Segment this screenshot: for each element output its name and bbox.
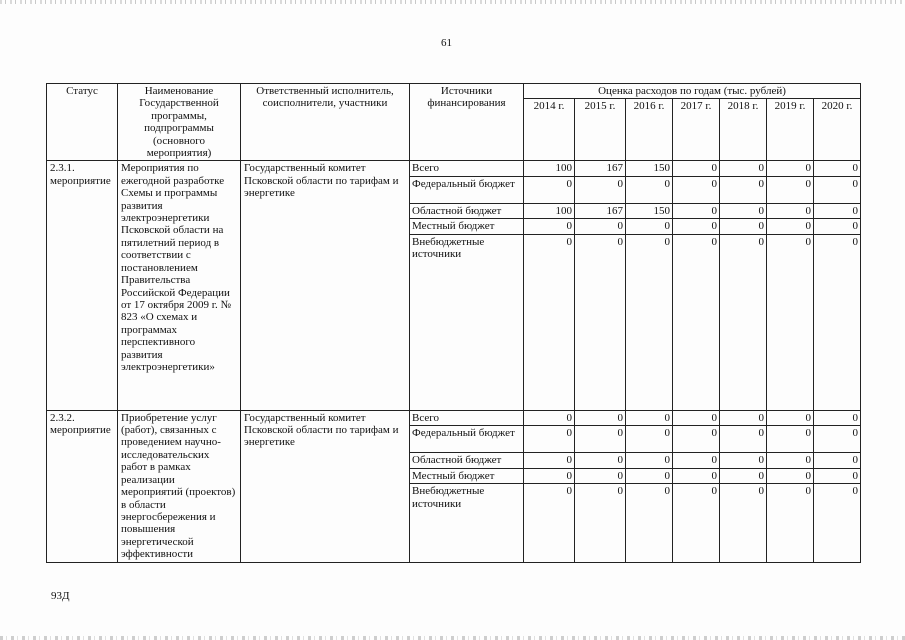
row-status: 2.3.1. мероприятие <box>47 161 118 410</box>
funding-value: 0 <box>673 468 720 483</box>
funding-value: 0 <box>720 234 767 410</box>
funding-value: 0 <box>626 410 673 425</box>
funding-value: 0 <box>814 426 861 453</box>
header-status: Статус <box>47 84 118 161</box>
funding-source: Местный бюджет <box>410 219 524 234</box>
header-estimate: Оценка расходов по годам (тыс. рублей) <box>524 84 861 99</box>
funding-value: 0 <box>814 219 861 234</box>
funding-value: 0 <box>767 484 814 562</box>
funding-value: 0 <box>524 219 575 234</box>
funding-value: 0 <box>814 234 861 410</box>
funding-value: 0 <box>767 426 814 453</box>
funding-value: 0 <box>720 484 767 562</box>
funding-value: 0 <box>626 219 673 234</box>
funding-value: 0 <box>720 176 767 203</box>
funding-value: 0 <box>673 234 720 410</box>
header-year: 2014 г. <box>524 99 575 161</box>
funding-value: 0 <box>767 176 814 203</box>
funding-value: 0 <box>673 426 720 453</box>
funding-value: 0 <box>524 176 575 203</box>
funding-value: 0 <box>626 176 673 203</box>
funding-value: 0 <box>673 161 720 176</box>
funding-value: 0 <box>575 453 626 468</box>
row-responsible: Государственный комитет Псковской области по тарифам и энергетике <box>241 161 410 410</box>
funding-value: 150 <box>626 161 673 176</box>
funding-source: Областной бюджет <box>410 453 524 468</box>
header-year: 2017 г. <box>673 99 720 161</box>
funding-value: 0 <box>626 234 673 410</box>
funding-value: 0 <box>814 203 861 218</box>
funding-value: 0 <box>524 234 575 410</box>
funding-source: Всего <box>410 410 524 425</box>
funding-value: 0 <box>720 426 767 453</box>
funding-value: 0 <box>814 484 861 562</box>
funding-value: 0 <box>767 219 814 234</box>
funding-value: 0 <box>720 410 767 425</box>
header-name: Наименование Государственной программы, подпрограммы (основного мероприятия) <box>118 84 241 161</box>
funding-value: 0 <box>524 484 575 562</box>
funding-value: 0 <box>720 468 767 483</box>
funding-value: 167 <box>575 161 626 176</box>
funding-source: Внебюджетные источники <box>410 234 524 410</box>
funding-value: 0 <box>626 468 673 483</box>
funding-value: 0 <box>767 161 814 176</box>
header-sources: Источники финансирования <box>410 84 524 161</box>
header-year: 2016 г. <box>626 99 673 161</box>
funding-value: 0 <box>720 453 767 468</box>
header-year: 2020 г. <box>814 99 861 161</box>
funding-value: 0 <box>575 176 626 203</box>
funding-value: 167 <box>575 203 626 218</box>
funding-value: 0 <box>626 484 673 562</box>
funding-value: 0 <box>673 219 720 234</box>
funding-value: 0 <box>814 161 861 176</box>
funding-value: 0 <box>673 453 720 468</box>
funding-source: Федеральный бюджет <box>410 426 524 453</box>
funding-value: 150 <box>626 203 673 218</box>
table-row <box>47 161 861 176</box>
funding-value: 100 <box>524 203 575 218</box>
funding-value: 0 <box>575 410 626 425</box>
footer-code: 93Д <box>51 590 70 602</box>
header-year: 2015 г. <box>575 99 626 161</box>
funding-value: 0 <box>524 410 575 425</box>
funding-value: 0 <box>673 410 720 425</box>
funding-value: 0 <box>626 426 673 453</box>
funding-value: 100 <box>524 161 575 176</box>
row-name: Мероприятия по ежегодной разработке Схемы и программы развития электроэнергетики Псковской области на пятилетний период в соответствии с постановлением Правительства Российской Федерации от 17 октября 2009 г. № 823 «О схемах и программах перспективного развития электроэнергетики» <box>118 161 241 410</box>
funding-value: 0 <box>524 453 575 468</box>
funding-value: 0 <box>814 453 861 468</box>
scan-top-edge <box>0 0 905 4</box>
row-responsible: Государственный комитет Псковской области по тарифам и энергетике <box>241 410 410 562</box>
funding-source: Федеральный бюджет <box>410 176 524 203</box>
funding-value: 0 <box>720 203 767 218</box>
header-year: 2019 г. <box>767 99 814 161</box>
budget-table <box>46 83 861 563</box>
table-row <box>47 410 861 425</box>
funding-source: Областной бюджет <box>410 203 524 218</box>
header-row <box>47 84 861 99</box>
funding-source: Местный бюджет <box>410 468 524 483</box>
funding-value: 0 <box>814 410 861 425</box>
funding-value: 0 <box>626 453 673 468</box>
funding-value: 0 <box>767 203 814 218</box>
row-name: Приобретение услуг (работ), связанных с проведением научно-исследовательских работ в рамках реализации мероприятий (проектов) в области энергосбережения и повышения энергетической эффективности <box>118 410 241 562</box>
funding-source: Внебюджетные источники <box>410 484 524 562</box>
page-number: 61 <box>441 37 452 49</box>
funding-value: 0 <box>767 234 814 410</box>
funding-value: 0 <box>720 219 767 234</box>
header-responsible: Ответственный исполнитель, соисполнители, участники <box>241 84 410 161</box>
row-status: 2.3.2. мероприятие <box>47 410 118 562</box>
funding-value: 0 <box>673 484 720 562</box>
funding-value: 0 <box>767 468 814 483</box>
funding-value: 0 <box>524 426 575 453</box>
funding-value: 0 <box>814 176 861 203</box>
funding-value: 0 <box>575 234 626 410</box>
funding-source: Всего <box>410 161 524 176</box>
funding-value: 0 <box>767 410 814 425</box>
funding-value: 0 <box>575 219 626 234</box>
funding-value: 0 <box>575 468 626 483</box>
funding-value: 0 <box>673 203 720 218</box>
funding-value: 0 <box>814 468 861 483</box>
scan-bottom-edge <box>0 636 905 640</box>
header-year: 2018 г. <box>720 99 767 161</box>
funding-value: 0 <box>524 468 575 483</box>
funding-value: 0 <box>767 453 814 468</box>
funding-value: 0 <box>673 176 720 203</box>
funding-value: 0 <box>575 484 626 562</box>
funding-value: 0 <box>720 161 767 176</box>
funding-value: 0 <box>575 426 626 453</box>
